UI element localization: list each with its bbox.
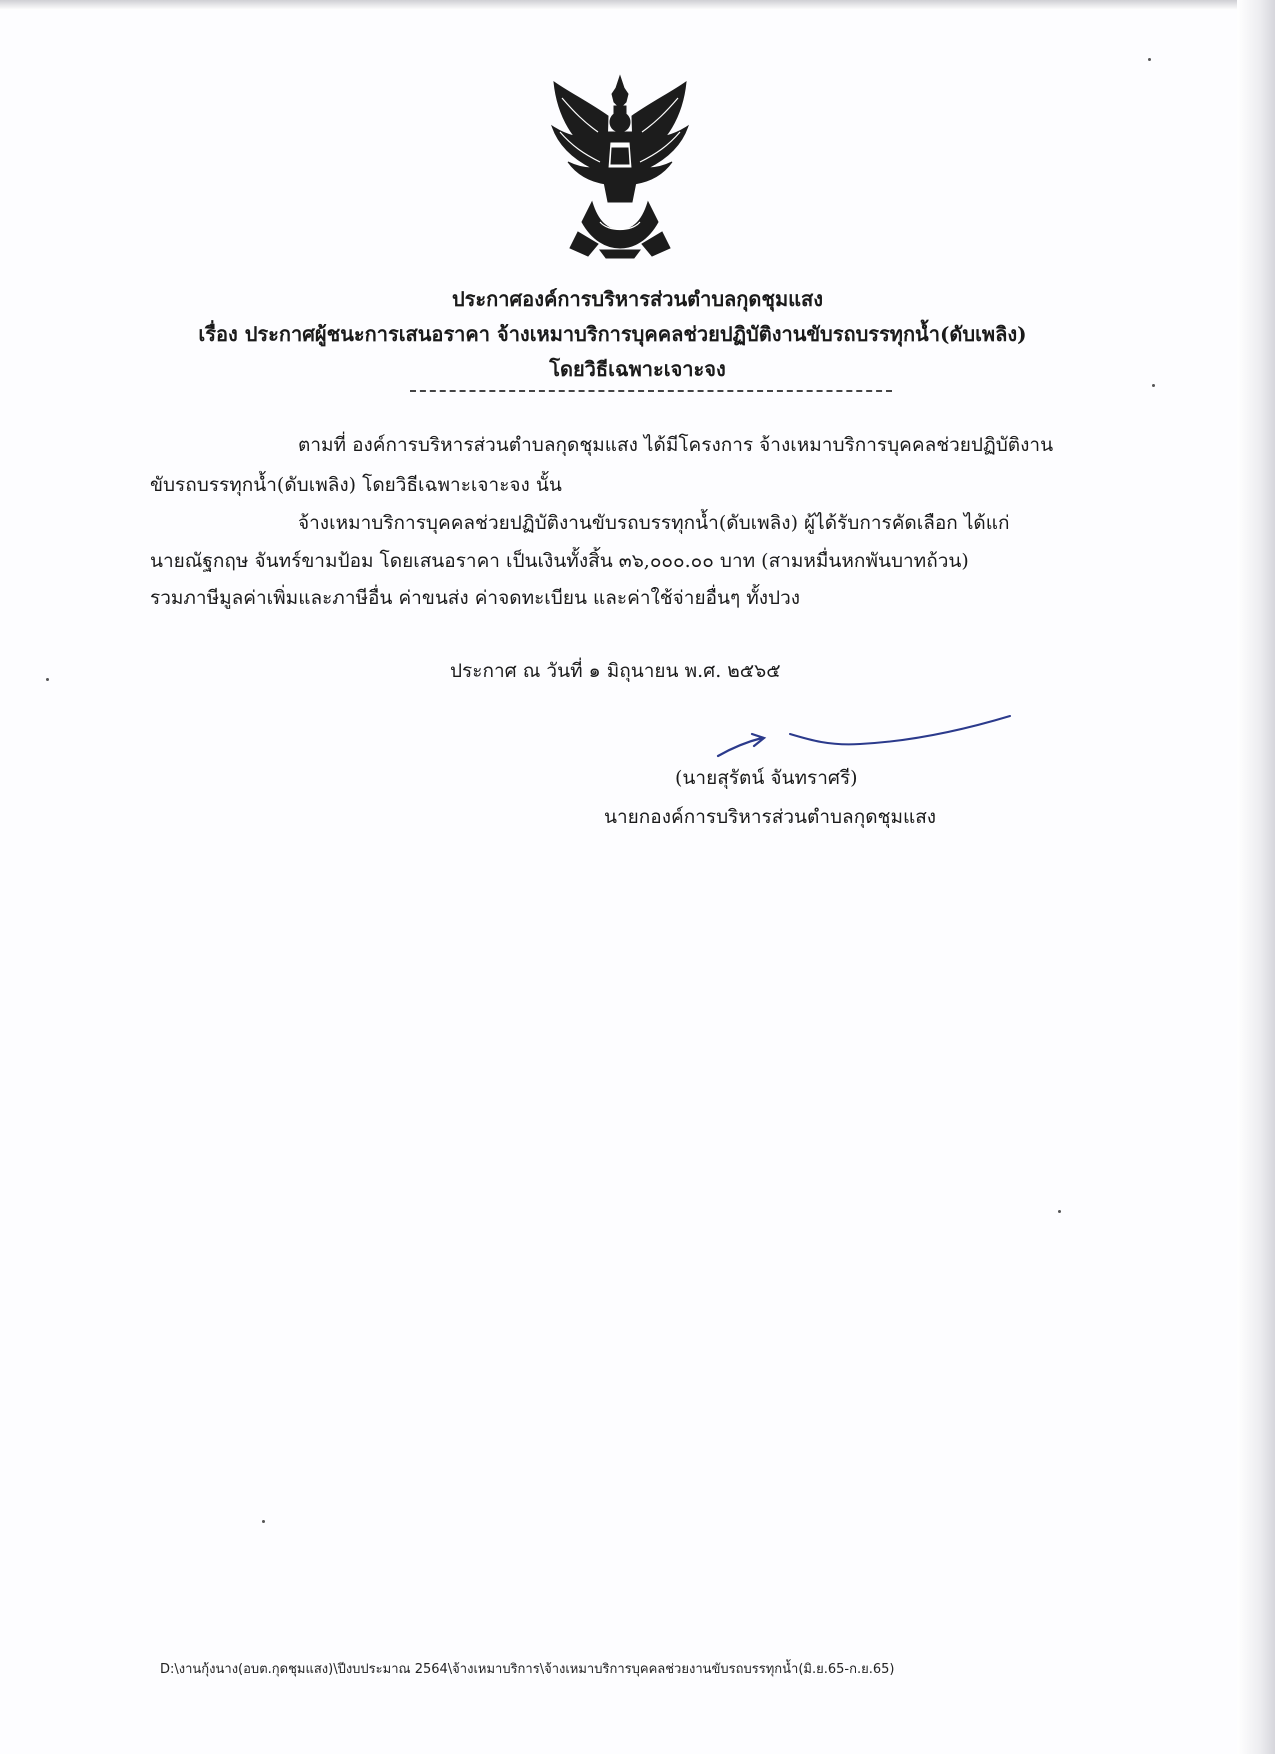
announcement-subject: เรื่อง ประกาศผู้ชนะการเสนอราคา จ้างเหมาบริการบุคคลช่วยปฏิบัติงานขับรถบรรทุกน้ำ(ดับเพลิง) <box>198 322 1027 346</box>
body-text: จ้างเหมาบริการบุคคลช่วยปฏิบัติงานขับรถบรรทุกน้ำ(ดับเพลิง) ผู้ได้รับการคัดเลือก ได้แก่ <box>298 512 1010 534</box>
scan-speck <box>1058 1210 1061 1213</box>
announcement-date: ประกาศ ณ วันที่ ๑ มิถุนายน พ.ศ. ๒๕๖๕ <box>450 660 781 682</box>
announcement-title: ประกาศองค์การบริหารส่วนตำบลกุดชุมแสง <box>451 287 824 311</box>
body-text: นายณัฐกฤษ จันทร์ขามป้อม โดยเสนอราคา เป็นเงินทั้งสิ้น ๓๖,๐๐๐.๐๐ บาท (สามหมื่นหกพันบาทถ้วน) <box>150 550 969 572</box>
handwritten-signature <box>710 706 1020 766</box>
body-text: ตามที่ องค์การบริหารส่วนตำบลกุดชุมแสง ได้มีโครงการ จ้างเหมาบริการบุคคลช่วยปฏิบัติงาน <box>298 434 1054 456</box>
garuda-emblem-icon <box>548 72 692 260</box>
file-path-footer: D:\งานกุ้งนาง(อบต.กุดชุมแสง)\ปีงบประมาณ 2564\จ้างเหมาบริการ\จ้างเหมาบริการบุคคลช่วยงานขับรถบรรทุกน้ำ(มิ.ย.65-ก.ย.65) <box>160 1662 895 1677</box>
body-text: ขับรถบรรทุกน้ำ(ดับเพลิง) โดยวิธีเฉพาะเจาะจง นั้น <box>150 474 562 496</box>
divider <box>410 390 892 392</box>
scan-speck <box>1148 58 1151 61</box>
procurement-method: โดยวิธีเฉพาะเจาะจง <box>549 357 726 381</box>
scan-speck <box>262 1520 265 1523</box>
scan-speck <box>1152 384 1155 387</box>
signer-name: (นายสุรัตน์ จันทราศรี) <box>675 767 858 789</box>
scan-edge <box>0 0 1275 10</box>
scan-edge <box>1237 0 1275 1754</box>
signer-title: นายกองค์การบริหารส่วนตำบลกุดชุมแสง <box>604 806 937 828</box>
body-text: รวมภาษีมูลค่าเพิ่มและภาษีอื่น ค่าขนส่ง ค่าจดทะเบียน และค่าใช้จ่ายอื่นๆ ทั้งปวง <box>150 587 801 609</box>
scan-speck <box>46 678 49 681</box>
